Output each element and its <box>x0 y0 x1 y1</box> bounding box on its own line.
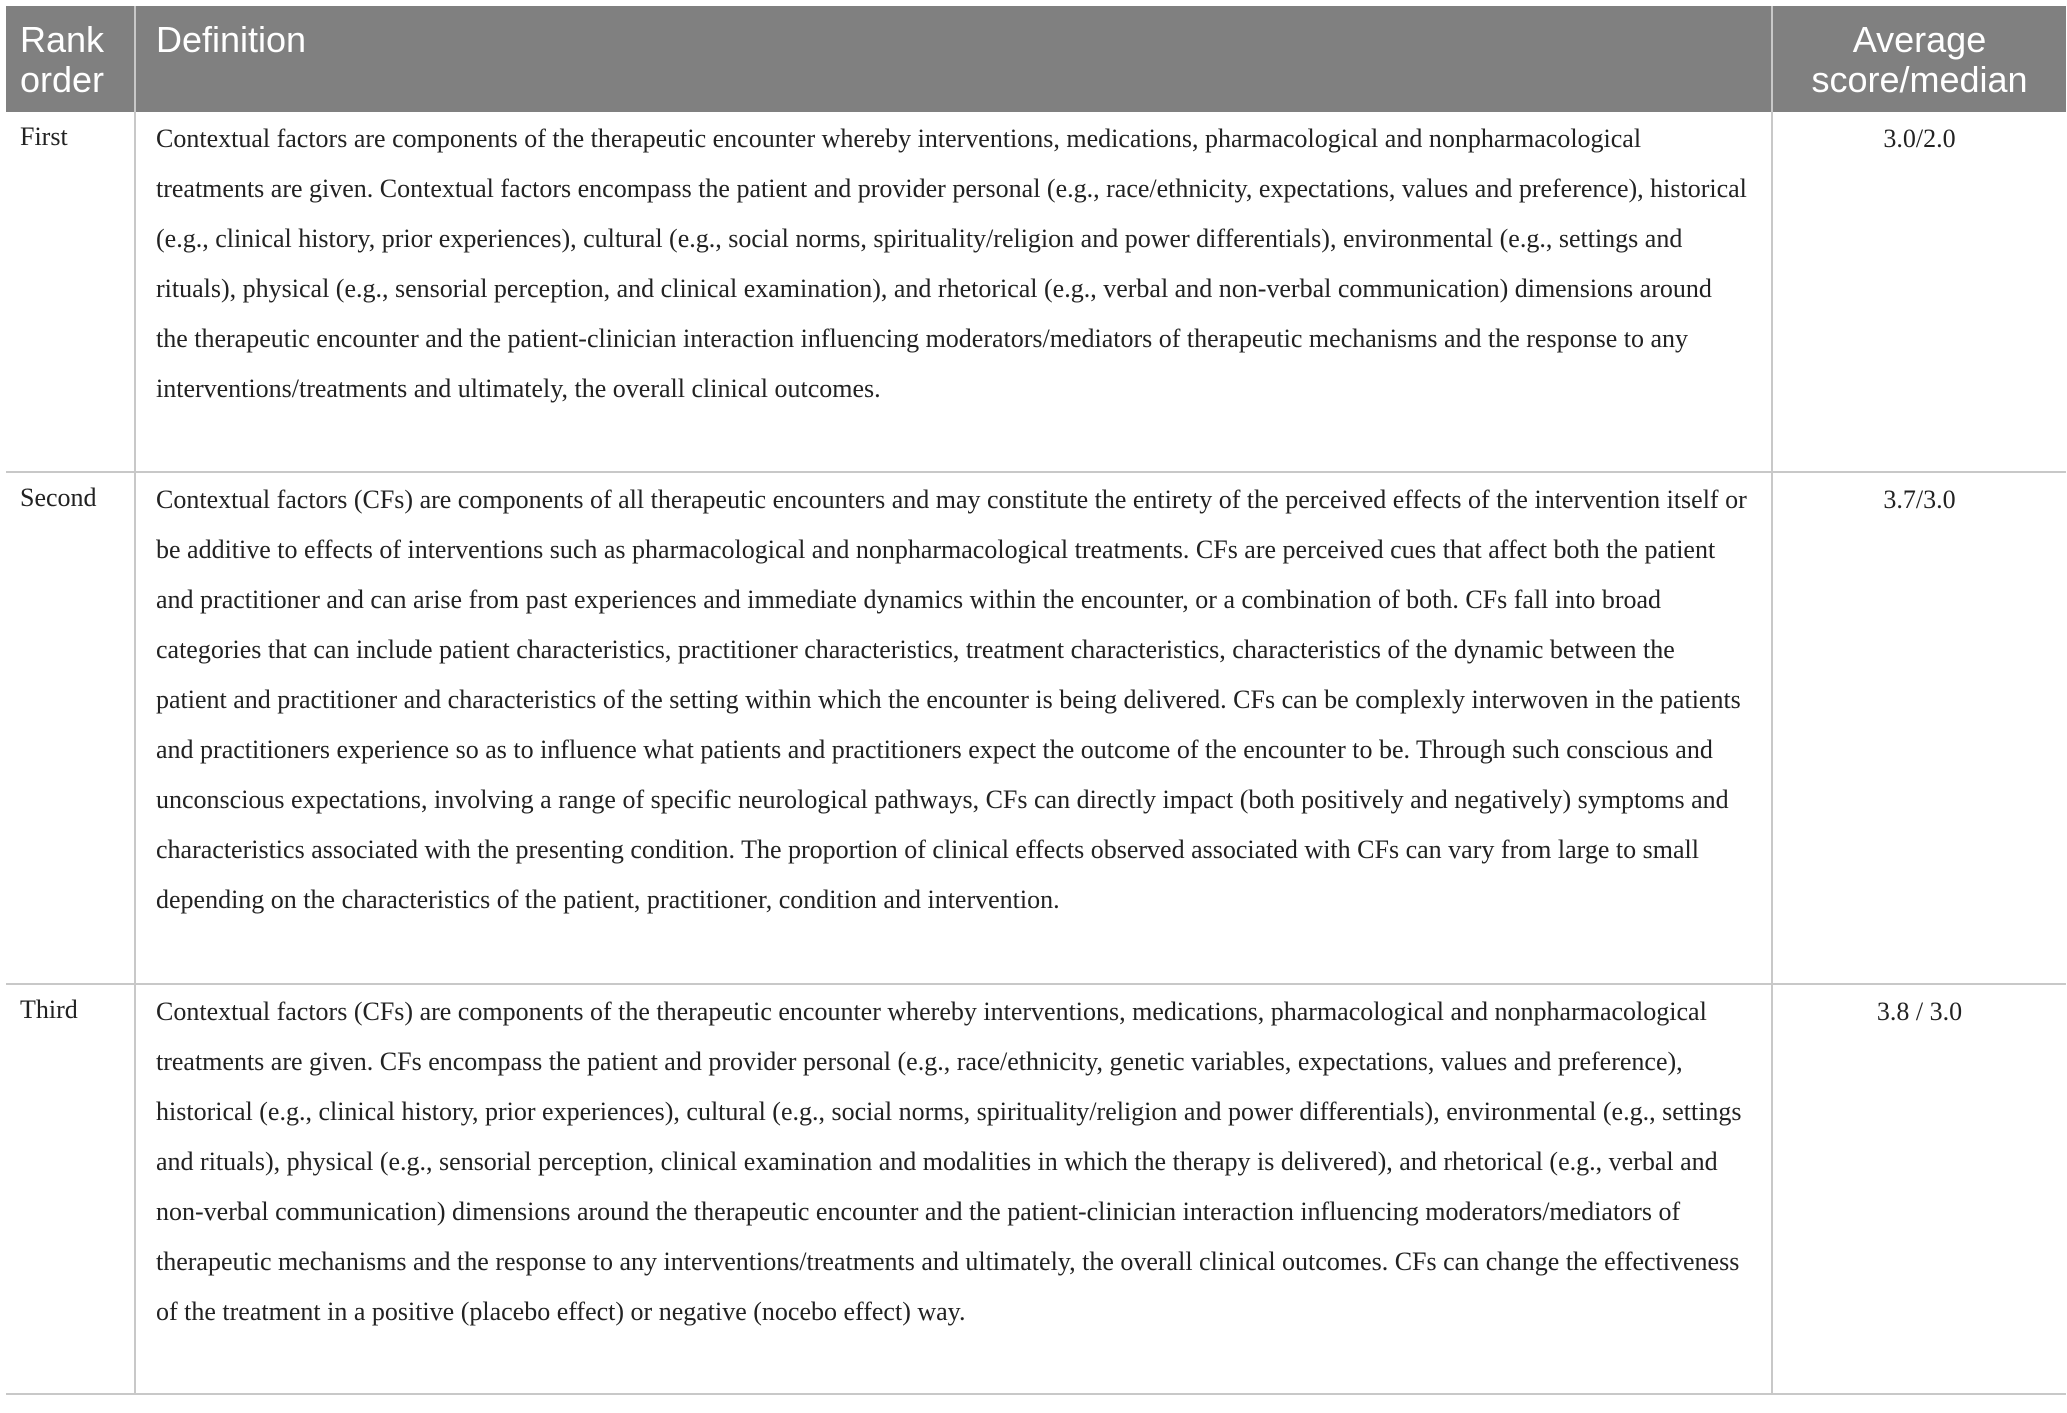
score-cell: 3.0/2.0 <box>1772 112 2066 472</box>
header-definition: Definition <box>135 6 1772 112</box>
definitions-table <box>6 6 2066 1395</box>
definitions-table-container <box>6 6 2066 1395</box>
rank-cell: Third <box>6 984 135 1394</box>
header-rank-order: Rank order <box>6 6 135 112</box>
table-body <box>6 112 2066 1394</box>
table-row <box>6 984 2066 1394</box>
definition-cell: Contextual factors (CFs) are components of all therapeutic encounters and may constitute the entirety of the perceived effects of the intervention itself or be additive to effects of interventions such as pharmacological and nonpharmacological treatments. CFs are perceived cues that affect both the patient and practitioner and can arise from past experiences and immediate dynamics within the encounter, or a combination of both. CFs fall into broad categories that can include patient characteristics, practitioner characteristics, treatment characteristics, characteristics of the dynamic between the patient and practitioner and characteristics of the setting within which the encounter is being delivered. CFs can be complexly interwoven in the patients and practitioners experience so as to influence what patients and practitioners expect the outcome of the encounter to be. Through such conscious and unconscious expectations, involving a range of specific neurological pathways, CFs can directly impact (both positively and negatively) symptoms and characteristics associated with the presenting condition. The proportion of clinical effects observed associated with CFs can vary from large to small depending on the characteristics of the patient, practitioner, condition and intervention. <box>135 472 1772 984</box>
table-row <box>6 112 2066 472</box>
header-row <box>6 6 2066 112</box>
definition-cell: Contextual factors (CFs) are components of the therapeutic encounter whereby interventions, medications, pharmacological and nonpharmacological treatments are given. CFs encompass the patient and provider personal (e.g., race/ethnicity, genetic variables, expectations, values and preference), historical (e.g., clinical history, prior experiences), cultural (e.g., social norms, spirituality/religion and power differentials), environmental (e.g., settings and rituals), physical (e.g., sensorial perception, clinical examination and modalities in which the therapy is delivered), and rhetorical (e.g., verbal and non-verbal communication) dimensions around the therapeutic encounter and the patient-clinician interaction influencing moderators/mediators of therapeutic mechanisms and the response to any interventions/treatments and ultimately, the overall clinical outcomes. CFs can change the effectiveness of the treatment in a positive (placebo effect) or negative (nocebo effect) way. <box>135 984 1772 1394</box>
table-header <box>6 6 2066 112</box>
table-row <box>6 472 2066 984</box>
score-cell: 3.7/3.0 <box>1772 472 2066 984</box>
score-cell: 3.8 / 3.0 <box>1772 984 2066 1394</box>
rank-cell: Second <box>6 472 135 984</box>
rank-cell: First <box>6 112 135 472</box>
definition-cell: Contextual factors are components of the therapeutic encounter whereby interventions, medications, pharmacological and nonpharmacological treatments are given. Contextual factors encompass the patient and provider personal (e.g., race/ethnicity, expectations, values and preference), historical (e.g., clinical history, prior experiences), cultural (e.g., social norms, spirituality/religion and power differentials), environmental (e.g., settings and rituals), physical (e.g., sensorial perception, and clinical examination), and rhetorical (e.g., verbal and non-verbal communication) dimensions around the therapeutic encounter and the patient-clinician interaction influencing moderators/mediators of therapeutic mechanisms and the response to any interventions/treatments and ultimately, the overall clinical outcomes. <box>135 112 1772 472</box>
header-average-score: Average score/median <box>1772 6 2066 112</box>
